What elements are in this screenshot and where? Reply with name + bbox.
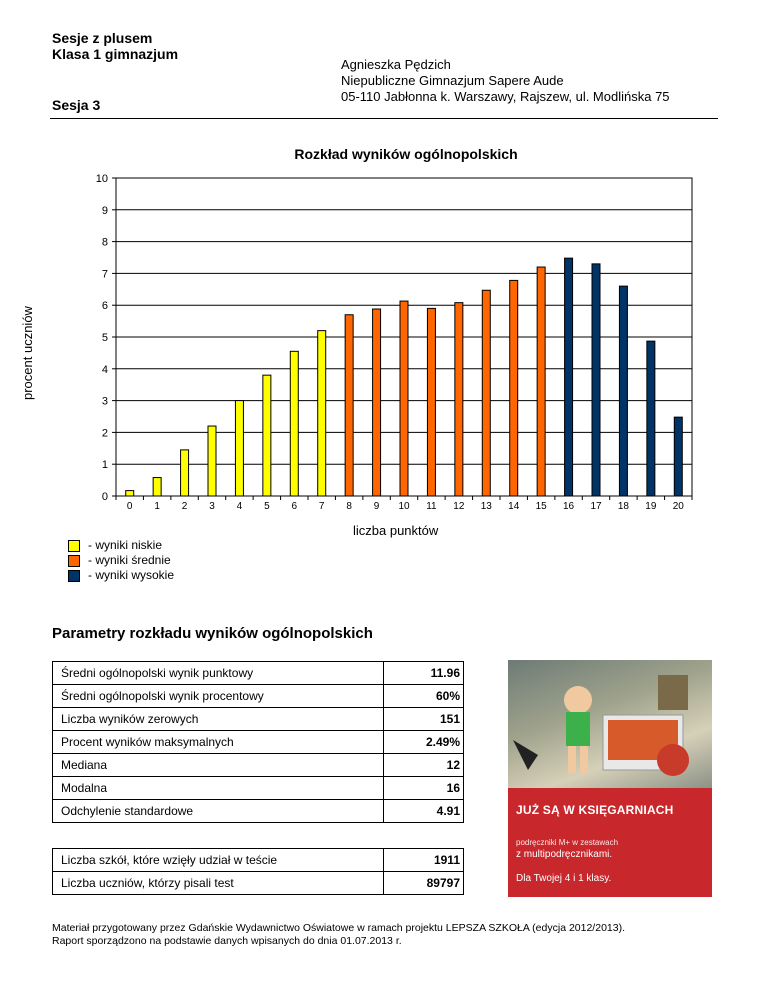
table-row <box>53 849 464 872</box>
chart-bar <box>318 331 326 496</box>
series-title: Sesje z plusem <box>52 30 153 46</box>
session-title: Sesja 3 <box>52 97 101 113</box>
param-value: 2.49% <box>384 731 464 754</box>
x-tick-label: 8 <box>346 501 352 512</box>
param-label: Modalna <box>53 777 384 800</box>
param-value: 1911 <box>384 849 464 872</box>
chart-bar <box>592 264 600 496</box>
legend-item-low <box>68 538 174 553</box>
chart-bar <box>181 450 189 496</box>
x-tick-label: 19 <box>645 501 657 512</box>
x-tick-label: 11 <box>426 501 437 512</box>
chart-bar <box>482 290 490 496</box>
param-value: 12 <box>384 754 464 777</box>
chart-title: Rozkład wyników ogólnopolskich <box>294 146 518 162</box>
legend-swatch-low <box>68 540 80 552</box>
chart-legend <box>68 538 174 583</box>
legend-label-high: - wyniki wysokie <box>88 568 175 582</box>
param-label: Średni ogólnopolski wynik punktowy <box>53 662 384 685</box>
y-tick-label: 3 <box>101 395 108 408</box>
school-address: 05-110 Jabłonna k. Warszawy, Rajszew, ul. Modlińska 75 <box>341 89 670 104</box>
legend-swatch-medium <box>68 555 80 567</box>
chart-bar <box>619 286 627 496</box>
table-row <box>53 685 464 708</box>
chart-bar <box>208 426 216 496</box>
param-value: 89797 <box>384 872 464 895</box>
y-tick-label: 7 <box>101 268 108 281</box>
table-row <box>53 731 464 754</box>
y-tick-label: 0 <box>101 491 108 503</box>
x-tick-label: 6 <box>291 501 298 512</box>
ad-photo <box>508 660 712 788</box>
param-value: 60% <box>384 685 464 708</box>
chart-bar <box>126 491 134 496</box>
chart-bar <box>510 280 518 496</box>
x-tick-label: 14 <box>508 501 520 512</box>
legend-item-high <box>68 568 174 583</box>
param-label: Liczba szkół, które wzięły udział w teście <box>53 849 384 872</box>
chart-bar <box>565 258 573 496</box>
x-tick-label: 10 <box>398 501 410 512</box>
chart-bar <box>373 309 381 496</box>
table-row <box>53 800 464 823</box>
ad-illustration-icon <box>508 660 712 788</box>
table-row <box>53 708 464 731</box>
chart-x-axis-label: liczba punktów <box>353 523 439 538</box>
legend-item-medium <box>68 553 174 568</box>
x-tick-label: 3 <box>209 501 215 512</box>
param-label: Odchylenie standardowe <box>53 800 384 823</box>
x-tick-label: 5 <box>264 501 270 512</box>
param-label: Liczba wyników zerowych <box>53 708 384 731</box>
param-label: Liczba uczniów, którzy pisali test <box>53 872 384 895</box>
ad-line-1: podręczniki M+ w zestawach <box>516 838 619 847</box>
chart-bar <box>153 478 161 496</box>
param-value: 4.91 <box>384 800 464 823</box>
legend-label-low: - wyniki niskie <box>88 538 163 552</box>
y-tick-label: 4 <box>101 363 108 376</box>
school-name: Niepubliczne Gimnazjum Sapere Aude <box>341 73 564 88</box>
x-tick-label: 0 <box>126 501 133 512</box>
x-tick-label: 1 <box>154 501 160 512</box>
x-tick-label: 16 <box>563 501 575 512</box>
x-tick-label: 15 <box>535 501 547 512</box>
ad-title: JUŻ SĄ W KSIĘGARNIACH <box>516 803 674 817</box>
chart-bar <box>345 315 353 496</box>
table-row <box>53 872 464 895</box>
y-tick-label: 6 <box>101 300 108 313</box>
class-title: Klasa 1 gimnazjum <box>52 46 179 62</box>
x-tick-label: 9 <box>373 501 380 512</box>
chart-bar <box>537 267 545 496</box>
x-tick-label: 12 <box>453 501 465 512</box>
table-row <box>53 754 464 777</box>
advertisement-banner[interactable] <box>508 660 712 897</box>
x-tick-label: 7 <box>318 501 325 512</box>
param-value: 151 <box>384 708 464 731</box>
legend-label-medium: - wyniki średnie <box>88 553 171 567</box>
x-tick-label: 17 <box>590 501 602 512</box>
y-tick-label: 5 <box>101 332 108 344</box>
table-row <box>53 777 464 800</box>
y-tick-label: 9 <box>101 204 108 217</box>
legend-swatch-high <box>68 570 80 582</box>
params-table <box>52 661 464 823</box>
chart-bar <box>263 375 271 496</box>
author-name: Agnieszka Pędzich <box>341 57 451 72</box>
x-tick-label: 4 <box>236 501 243 512</box>
y-tick-label: 1 <box>101 459 108 472</box>
ad-line-3: Dla Twojej 4 i 1 klasy. <box>516 873 612 884</box>
chart-bar <box>235 401 243 496</box>
x-tick-label: 20 <box>672 501 684 512</box>
ad-line-2: z multipodręcznikami. <box>516 849 613 860</box>
chart-bar <box>290 351 298 496</box>
param-value: 16 <box>384 777 464 800</box>
chart-bar <box>455 303 463 496</box>
param-label: Mediana <box>53 754 384 777</box>
params-section-title: Parametry rozkładu wyników ogólnopolskich <box>52 625 373 642</box>
footer-line-2: Raport sporządzono na podstawie danych wpisanych do dnia 01.07.2013 r. <box>52 935 402 947</box>
chart-bar <box>647 341 655 496</box>
table-row <box>53 662 464 685</box>
chart-bar <box>427 308 435 496</box>
param-value: 11.96 <box>384 662 464 685</box>
footer-line-1: Materiał przygotowany przez Gdańskie Wydawnictwo Oświatowe w ramach projektu LEPSZA SZKOŁA (edycja 2012/2013). <box>52 922 625 934</box>
chart-bar <box>674 417 682 496</box>
param-label: Średni ogólnopolski wynik procentowy <box>53 685 384 708</box>
participation-table <box>52 848 464 895</box>
x-tick-label: 18 <box>617 501 629 512</box>
chart-bar <box>400 301 408 496</box>
y-tick-label: 10 <box>95 173 108 185</box>
y-tick-label: 2 <box>101 427 108 440</box>
y-tick-label: 8 <box>101 236 108 249</box>
x-tick-label: 13 <box>480 501 492 512</box>
param-label: Procent wyników maksymalnych <box>53 731 384 754</box>
x-tick-label: 2 <box>181 501 188 512</box>
document-footer <box>52 922 625 948</box>
